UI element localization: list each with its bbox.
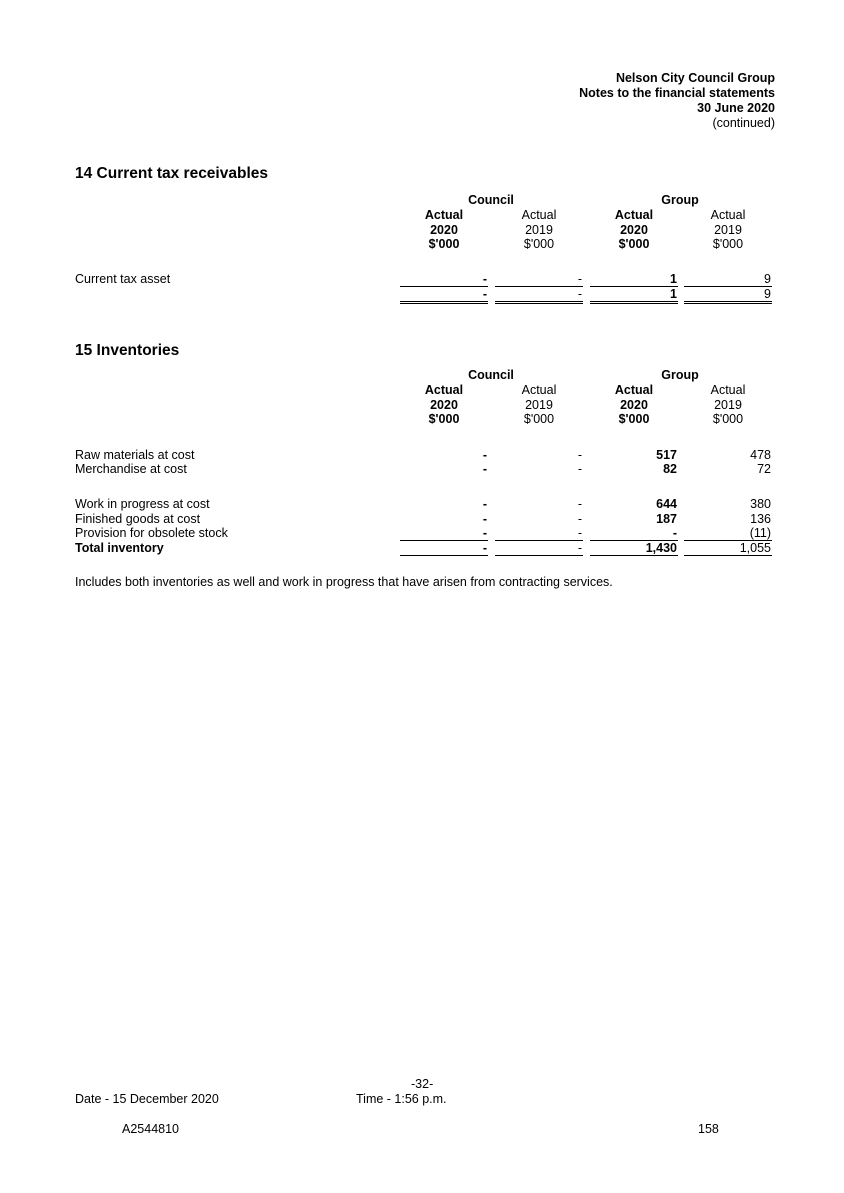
cell-group-2019: 9 <box>764 272 771 286</box>
total-group-2019: 1,055 <box>739 541 771 555</box>
total-rule <box>590 555 678 556</box>
note15-council-label: Council <box>468 368 514 382</box>
cell-group-2019: 380 <box>750 497 771 511</box>
cell-group-2020: 517 <box>656 448 677 462</box>
note14-head-g2019: Actual 2019 $'000 <box>710 208 746 251</box>
cell-council-2020: - <box>482 462 487 476</box>
cell-group-2020: 1 <box>670 272 677 286</box>
total-label: Total inventory <box>75 541 164 555</box>
row-label: Work in progress at cost <box>75 497 210 511</box>
total-group-2019: 9 <box>764 287 771 301</box>
total-rule <box>684 301 772 304</box>
note15-head-g2019: Actual 2019 $'000 <box>710 383 746 426</box>
total-group-2020: 1,430 <box>645 541 677 555</box>
cell-council-2020: - <box>482 272 487 286</box>
note15-group-label: Group <box>661 368 699 382</box>
cell-group-2020: - <box>672 526 677 540</box>
cell-council-2019: - <box>577 272 582 286</box>
cell-council-2019: - <box>577 497 582 511</box>
total-rule <box>400 555 488 556</box>
cell-council-2020: - <box>482 512 487 526</box>
cell-group-2020: 644 <box>656 497 677 511</box>
cell-group-2020: 82 <box>663 462 677 476</box>
row-label: Current tax asset <box>75 272 171 286</box>
cell-council-2019: - <box>577 512 582 526</box>
header-continued: (continued) <box>712 116 775 130</box>
cell-group-2020: 187 <box>656 512 677 526</box>
row-label: Raw materials at cost <box>75 448 195 462</box>
total-group-2020: 1 <box>670 287 677 301</box>
total-council-2020: - <box>482 287 487 301</box>
note15-head-g2020: Actual 2020 $'000 <box>614 383 654 426</box>
total-rule <box>684 555 772 556</box>
total-rule <box>495 301 583 304</box>
note14-head-c2020: Actual 2020 $'000 <box>424 208 464 251</box>
cell-council-2019: - <box>577 448 582 462</box>
note14-head-c2019: Actual 2019 $'000 <box>521 208 557 251</box>
cell-council-2020: - <box>482 448 487 462</box>
doc-reference: A2544810 <box>122 1122 180 1136</box>
note14-title: 14 Current tax receivables <box>75 165 268 182</box>
note15-head-c2019: Actual 2019 $'000 <box>521 383 557 426</box>
cell-group-2019: (11) <box>749 526 771 540</box>
header-org: Nelson City Council Group <box>615 71 775 85</box>
cell-council-2019: - <box>577 526 582 540</box>
cell-group-2019: 478 <box>750 448 771 462</box>
cell-council-2020: - <box>482 526 487 540</box>
footer-date: Date - 15 December 2020 <box>75 1092 219 1106</box>
row-label: Provision for obsolete stock <box>75 526 228 540</box>
page-number: -32- <box>411 1077 434 1091</box>
footer-time: Time - 1:56 p.m. <box>356 1092 447 1106</box>
note15-title: 15 Inventories <box>75 342 180 359</box>
header-date: 30 June 2020 <box>697 101 775 115</box>
inventory-note: Includes both inventories as well and work in progress that have arisen from contracting services. <box>75 575 613 589</box>
note14-group-label: Group <box>661 193 699 207</box>
total-rule <box>400 301 488 304</box>
note14-council-label: Council <box>468 193 514 207</box>
total-council-2020: - <box>482 541 487 555</box>
total-rule <box>590 301 678 304</box>
cell-group-2019: 136 <box>750 512 771 526</box>
sheet-number: 158 <box>698 1122 719 1136</box>
cell-council-2020: - <box>482 497 487 511</box>
cell-council-2019: - <box>577 462 582 476</box>
row-label: Finished goods at cost <box>75 512 201 526</box>
total-council-2019: - <box>577 287 582 301</box>
total-rule <box>495 555 583 556</box>
note15-head-c2020: Actual 2020 $'000 <box>424 383 464 426</box>
note14-head-g2020: Actual 2020 $'000 <box>614 208 654 251</box>
header-doc: Notes to the financial statements <box>579 86 775 100</box>
total-council-2019: - <box>577 541 582 555</box>
cell-group-2019: 72 <box>757 462 771 476</box>
row-label: Merchandise at cost <box>75 462 187 476</box>
